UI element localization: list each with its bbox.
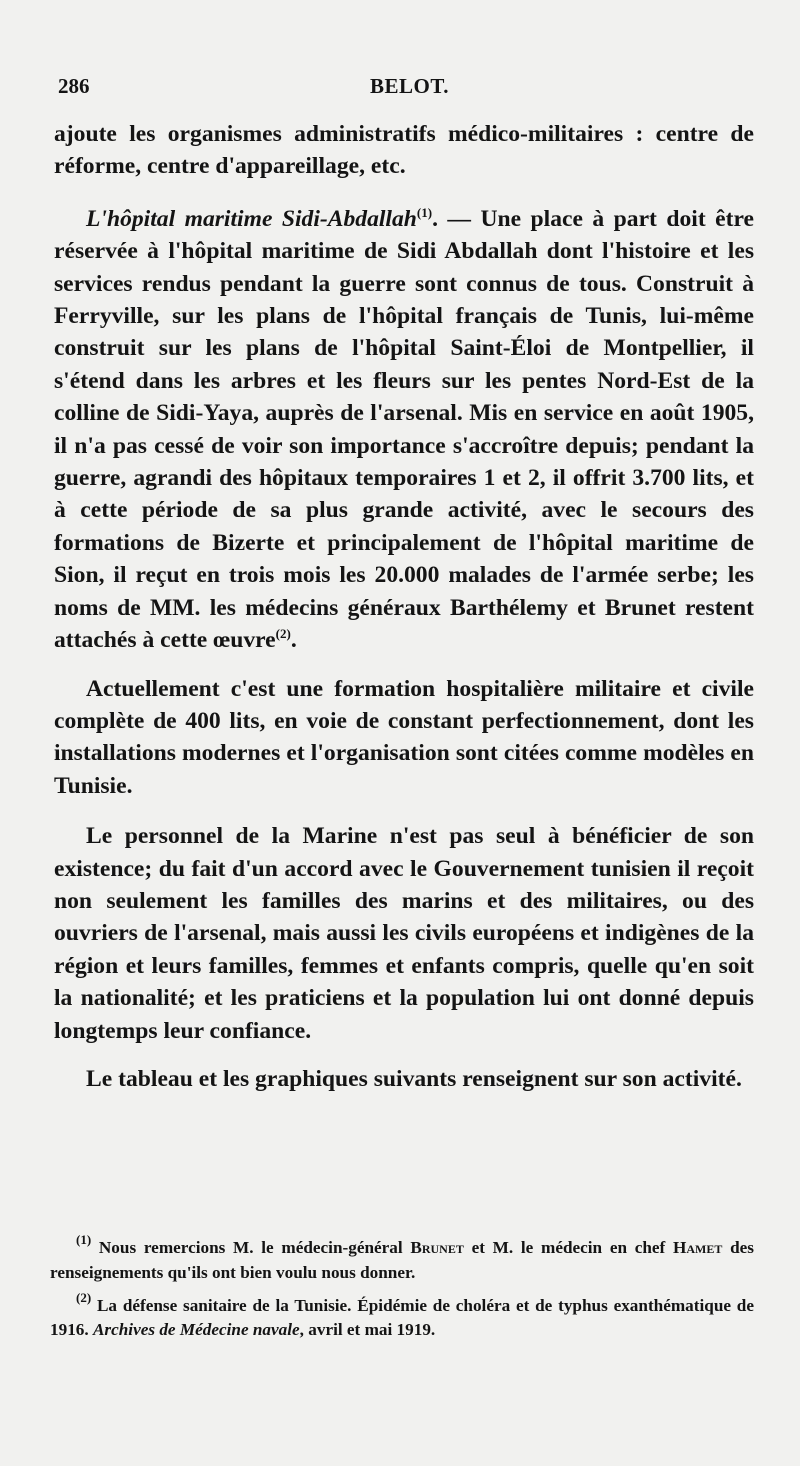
footnote-text: Nous remercions M. le médecin-général xyxy=(91,1238,411,1257)
paragraph: ajoute les organismes administratifs médico-militaires : centre de réforme, centre d'appareillage, etc. xyxy=(54,121,754,180)
section-title: L'hôpital maritime Sidi-Abdallah xyxy=(86,205,417,232)
footnotes xyxy=(50,1232,754,1343)
footnote-ref: (1) xyxy=(416,204,433,220)
footnote-text: , avril et mai 1919. xyxy=(299,1320,436,1340)
page-number: 286 xyxy=(58,74,90,98)
paragraph xyxy=(54,203,754,657)
footnote-1 xyxy=(50,1232,754,1286)
page-header xyxy=(58,74,750,104)
paragraph-text: . — Une place à part doit être réservée à l'hôpital maritime de Sidi Abdallah dont l'histoire et les services rendus pendant la guerre sont connus de tous. Construit à Ferryville, sur les plans de l'hôpital français de Tunis, lui-même construit sur les plans de l'hôpital Saint-Éloi de Montpellier, il s'étend dans les arbres et les fleurs sur les pentes Nord-Est de la colline de Sidi-Yaya, auprès de l'arsenal. Mis en service en août 1905, il n'a pas cessé de voir son importance s'accroître depuis; pendant la guerre, agrandi des hôpitaux temporaires 1 et 2, il offrit 3.700 lits, et à cette période de sa plus grande activité, avec le secours des formations de Bizerte et principalement de l'hôpital maritime de Sion, il reçut en trois mois les 20.000 malades de l'armée serbe; les noms de MM. les médecins généraux Barthélemy et Brunet restent attachés à cette œuvre xyxy=(54,205,754,654)
footnote-mark: (1) xyxy=(76,1232,92,1247)
footnote-mark: (2) xyxy=(76,1289,92,1305)
paragraph: Le personnel de la Marine n'est pas seul à bénéficier de son existence; du fait d'un accord avec le Gouvernement tunisien il reçoit non seulement les familles des marins et des militaires, ou des ouvriers de l'arsenal, mais aussi les civils européens et indigènes de la région et leurs familles, femmes et enfants compris, quelle qu'en soit la nationalité; et les praticiens et la population lui ont donné depuis longtemps leur confiance. xyxy=(54,823,754,1044)
body-text xyxy=(54,118,754,1095)
footnote-text: et M. le médecin en chef xyxy=(463,1238,673,1257)
footnote-ref: (2) xyxy=(275,626,291,642)
person-name: Brunet xyxy=(410,1238,464,1257)
footnote-text: La défense sanitaire de la Tunisie. Épidémie de choléra et de typhus exanthématique de 1916. xyxy=(50,1295,754,1340)
footnote-text: des renseignements qu'ils ont bien voulu nous donner. xyxy=(50,1238,754,1282)
paragraph: Actuellement c'est une formation hospitalière militaire et civile complète de 400 lits, en voie de constant perfectionnement, dont les installations modernes et l'organisation sont citées comme modèles en Tunisie. xyxy=(54,675,754,799)
paragraph: Le tableau et les graphiques suivants renseignent sur son activité. xyxy=(86,1065,742,1092)
journal-title: Archives de Médecine navale xyxy=(92,1320,300,1340)
running-head: BELOT. xyxy=(370,74,450,98)
paragraph-end: . xyxy=(290,627,297,654)
footnote-2 xyxy=(50,1289,754,1344)
person-name: Hamet xyxy=(673,1238,723,1257)
